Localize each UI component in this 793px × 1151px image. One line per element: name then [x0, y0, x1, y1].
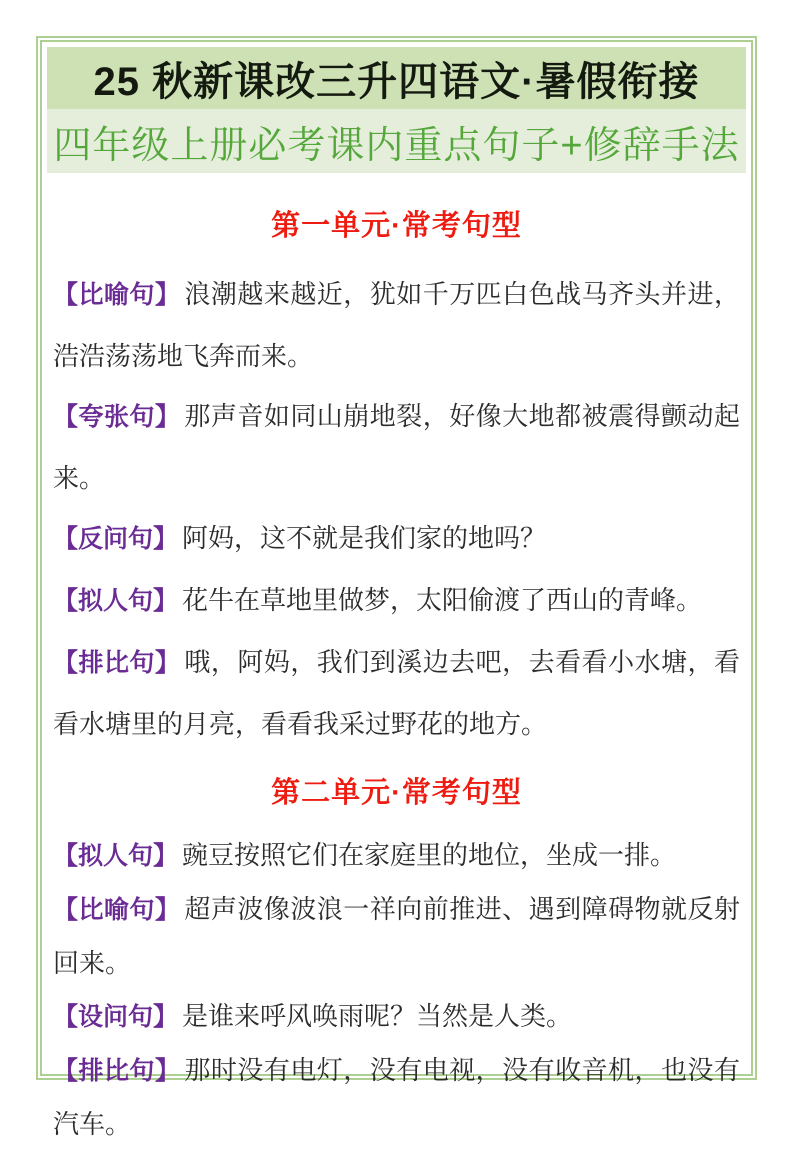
sentence-text: 超声波像波浪一祥向前推进、遇到障碍物就反射回来。 [53, 894, 740, 978]
worksheet-content [47, 209, 746, 1151]
page-title: 25 秋新课改三升四语文·暑假衔接 [93, 59, 700, 104]
sentence-type-label: 【反问句】 [53, 526, 179, 553]
sentence-text: 豌豆按照它们在家庭里的地位，坐成一排。 [182, 840, 677, 870]
sentence-type-label: 【拟人句】 [53, 843, 179, 870]
section-heading-unit2: 第二单元·常考句型 [271, 777, 522, 809]
sentence-text: 是谁来呼风唤雨呢？当然是人类。 [182, 1001, 573, 1031]
sentence-type-label: 【夸张句】 [53, 404, 181, 431]
subtitle-band [47, 109, 746, 173]
worksheet-frame [36, 36, 757, 1139]
sentence-item [53, 990, 740, 1044]
title-band [47, 47, 746, 109]
sentence-type-label: 【比喻句】 [53, 897, 181, 924]
sentence-item [53, 264, 740, 386]
sentence-type-label: 【排比句】 [53, 650, 181, 677]
sentence-text: 那声音如同山崩地裂，好像大地都被震得颤动起来。 [53, 401, 740, 493]
sentence-item [53, 1044, 740, 1151]
sentence-item [53, 829, 740, 883]
sentence-text: 花牛在草地里做梦，太阳偷渡了西山的青峰。 [182, 585, 703, 615]
sentence-text: 哦，阿妈，我们到溪边去吧，去看看小水塘，看看水塘里的月亮，看看我采过野花的地方。 [53, 647, 740, 739]
page-subtitle: 四年级上册必考课内重点句子+修辞手法 [53, 124, 740, 167]
sentence-text: 那时没有电灯，没有电视，没有收音机，也没有汽车。 [53, 1055, 740, 1139]
sentence-item [53, 570, 740, 632]
sentence-item [53, 632, 740, 754]
sentence-type-label: 【设问句】 [53, 1004, 179, 1031]
section-heading-unit1: 第一单元·常考句型 [271, 210, 522, 242]
sentence-type-label: 【拟人句】 [53, 588, 179, 615]
sentence-text: 阿妈，这不就是我们家的地吗？ [182, 523, 547, 553]
sentence-item [53, 386, 740, 508]
sentence-type-label: 【比喻句】 [53, 282, 181, 309]
sentence-item [53, 508, 740, 570]
sentence-item [53, 883, 740, 990]
sentence-text: 浪潮越来越近，犹如千万匹白色战马齐头并进，浩浩荡荡地飞奔而来。 [53, 279, 740, 371]
sentence-type-label: 【排比句】 [53, 1058, 181, 1085]
